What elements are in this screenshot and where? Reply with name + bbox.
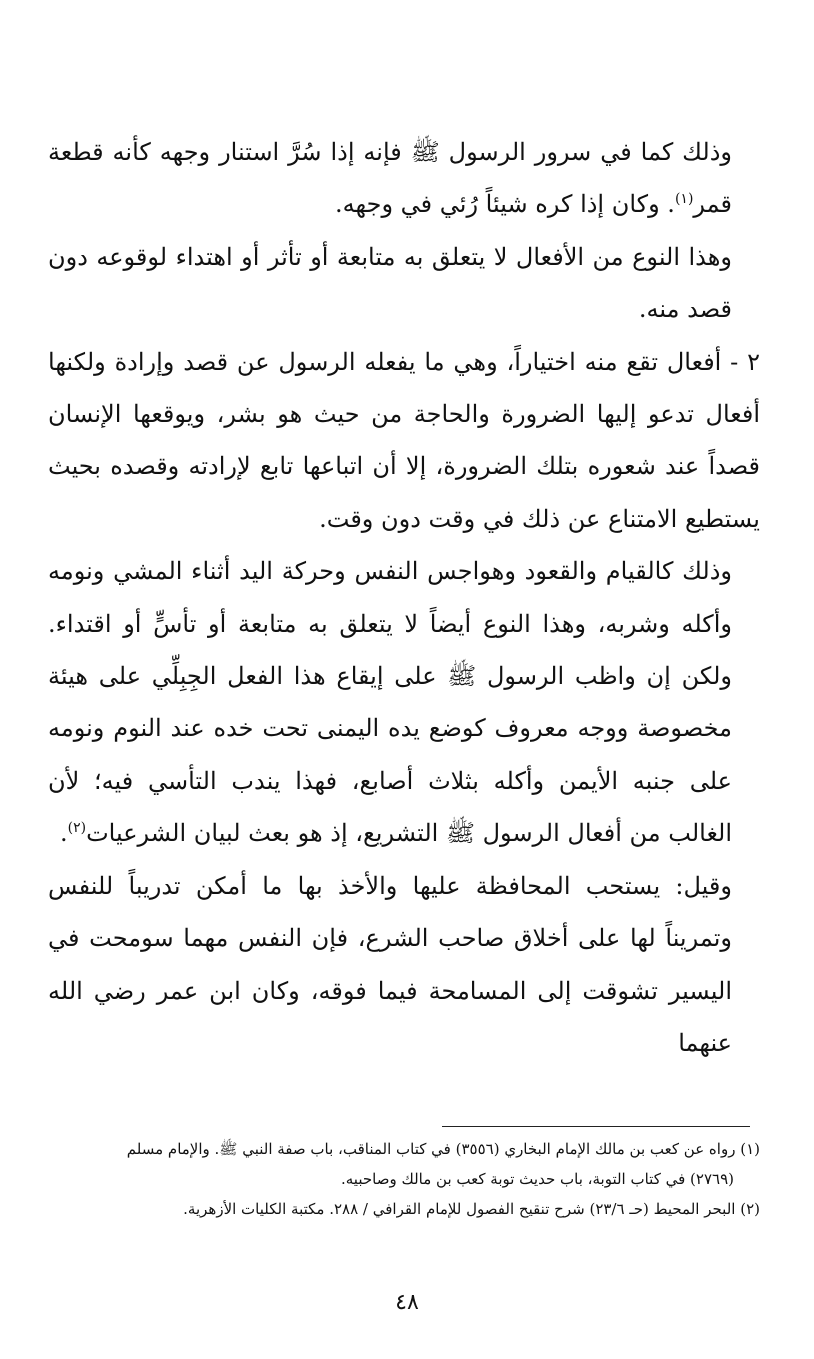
footnotes [48, 1134, 760, 1224]
paragraph-1-text: وذلك كما في سرور الرسول ﷺ فإنه إذا سُرَّ استنار وجهه كأنه قطعة قمر [48, 138, 732, 219]
paragraph-3: ٢ - أفعال تقع منه اختياراً، وهي ما يفعله الرسول عن قصد وإرادة ولكنها أفعال تدعو إليها الضرورة والحاجة من حيث هو بشر، ويوقعها الإنسان قصداً عند شعوره بتلك الضرورة، إلا أن اتباعها تابع لإرادته وقصده بحيث يستطيع الامتناع عن ذلك في وقت دون وقت. [48, 347, 760, 533]
footnote-ref-1: (١) [674, 191, 694, 208]
paragraph-5: وقيل: يستحب المحافظة عليها والأخذ بها ما أمكن تدريباً للنفس وتمريناً لها على أخلاق صاحب الشرع، فإن النفس مهما سومحت في اليسير تشوقت إلى المسامحة فيما فوقه، وكان ابن عمر رضي الله عنهما [48, 871, 732, 1057]
footnote-1-line-2: (٢٧٦٩) في كتاب التوبة، باب حديث توبة كعب بن مالك وصاحبيه. [341, 1170, 734, 1188]
footnote-ref-2: (٢) [67, 820, 87, 837]
footnote-2: (٢) البحر المحيط (حـ ٢٣/٦) شرح تنقيح الفصول للإمام القرافي / ٢٨٨. مكتبة الكليات الأزهرية. [183, 1200, 760, 1218]
footnote-1-line-1: (١) رواه عن كعب بن مالك الإمام البخاري (٣٥٥٦) في كتاب المناقب، باب صفة النبي ﷺ. والإمام مسلم [126, 1140, 760, 1158]
paragraph-1-tail: . وكان إذا كره شيئاً رُئي في وجهه. [335, 190, 675, 219]
page-number: ٤٨ [395, 1290, 419, 1315]
paragraph-4-text: وذلك كالقيام والقعود وهواجس النفس وحركة اليد أثناء المشي ونومه وأكله وشربه، وهذا النوع أيضاً لا يتعلق به متابعة أو تأسٍّ أو اقتداء. ولكن إن واظب الرسول ﷺ على إيقاع هذا الفعل الجِبِلِّي على هيئة مخصوصة ووجه معروف كوضع يده اليمنى تحت خده عند النوم ونومه على جنبه الأيمن وأكله بثلاث أصابع، فهذا يندب التأسي فيه؛ لأن الغالب من أفعال الرسول ﷺ التشريع، إذ هو بعث لبيان الشرعيات [48, 557, 732, 848]
paragraph-4 [48, 545, 760, 859]
footnote-divider [442, 1126, 750, 1127]
paragraph-2: وهذا النوع من الأفعال لا يتعلق به متابعة أو تأثر أو اهتداء لوقوعه دون قصد منه. [48, 242, 732, 324]
paragraph-4-tail: . [59, 819, 68, 848]
main-text [48, 126, 760, 1069]
paragraph-1 [48, 126, 760, 231]
